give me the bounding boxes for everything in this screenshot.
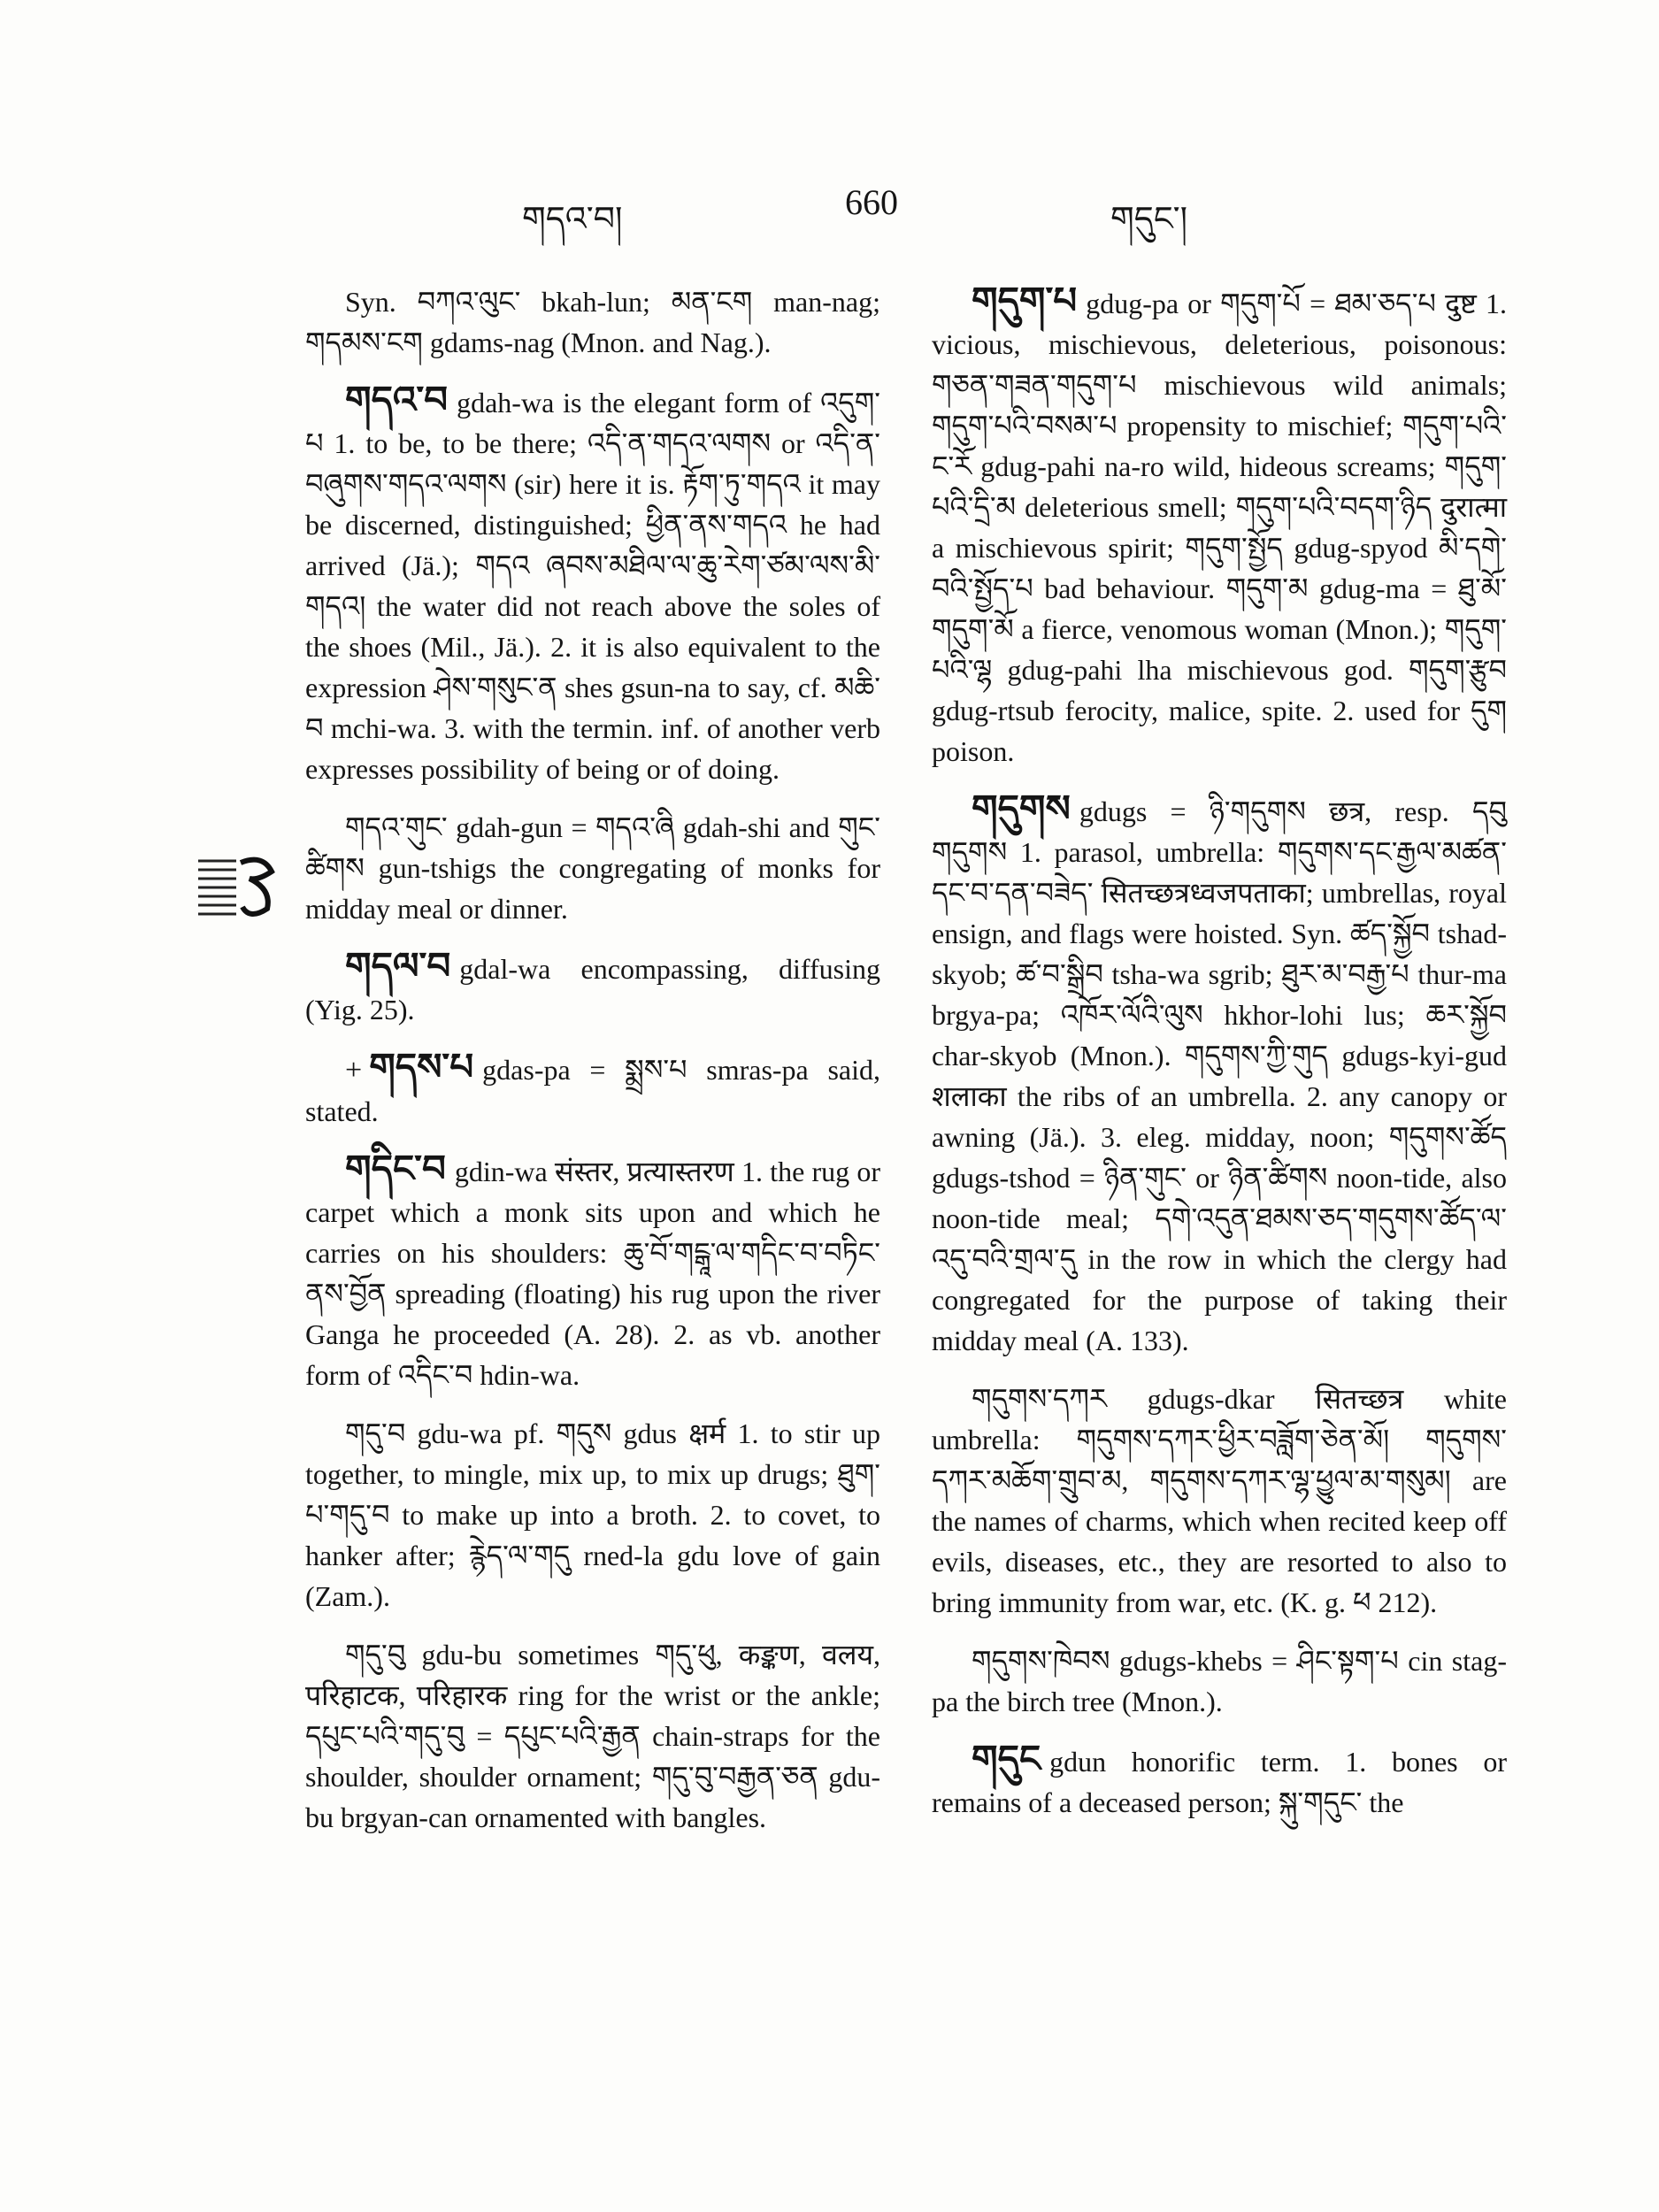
entry-text: Syn. བཀའ་ལུང་ bkah-lun; མན་ངག man-nag; གདམས་ངག gdams-nag (Mnon. and Nag.). <box>305 286 880 358</box>
entry-text: གདའ་གུང་ gdah-gun = གདའ་ཞི gdah-shi and གུང་ཚིགས gun-tshigs the congregating of monks for midday meal or dinner. <box>305 811 880 925</box>
entry-text: གདུགས་དཀར gdugs-dkar सितच्छत्र white umbrella: གདུགས་དཀར་ཕྱིར་བཟློག་ཅེན་མོ། གདུགས་དཀར་མཆོག་གྲུབ་མ, གདུགས་དཀར་ལྷ་ཕྱུལ་མ་གསུམ། are the names of charms, which when recited keep off evils, diseases, etc., they are resorted to also to bring immunity from war, etc. (K. g. ཕ 212). <box>932 1383 1507 1618</box>
entry-gdun <box>932 1740 1507 1823</box>
entry-gdugs-khebs <box>932 1640 1507 1722</box>
entry-text: གདུ་བ gdu-wa pf. གདུས gdus क्षर्म 1. to stir up together, to mingle, mix up, to mix up drugs; ཐུག་པ་གདུ་བ to make up into a broth. 2. to covet, to hanker after; རྙེད་ལ་གདུ rned-la gdu love of gain (Zam.). <box>305 1417 880 1612</box>
dagger-mark: + <box>345 1054 363 1087</box>
entry-gdal-wa <box>305 947 880 1030</box>
left-column <box>305 281 880 1855</box>
entry-text: gdah-wa is the elegant form of འདུག་པ 1. to be, to be there; འདི་ན་གདའ་ལགས or འདི་ན་བཞུགས་གདའ་ལགས (sir) here it is. རྟོག་ཏུ་གདའ it may be discerned, distinguished; ཕྱིན་ནས་གདའ he had arrived (Jä.); གདའ ཞབས་མཐིལ་ལ་ཆུ་རེག་ཙམ་ལས་མི་གདའ། the water did not reach above the soles of the shoes (Mil., Jä.). 2. it is also equivalent to the expression ཤེས་གསུང་ན shes gsun-na to say, cf. མཆི་བ mchi-wa. 3. with the termin. inf. of another verb expresses possibility of being or of doing. <box>305 387 880 785</box>
entry-text: གདུགས་ཁེབས gdugs-khebs = ཤིང་སྟག་པ cin stag-pa the birch tree (Mnon.). <box>932 1645 1507 1717</box>
entry-gdas-pa <box>305 1048 880 1132</box>
entry-gdu-bu <box>305 1634 880 1838</box>
entry-text: gdugs = ཉི་གདུགས छत्र, resp. དབུ གདུགས 1. parasol, umbrella: གདུགས་དང་རྒྱལ་མཚན་དང་བ་དན་བཟེད་ सितच्छत्रध्वजपताका; umbrellas, royal ensign, and flags were hoisted. Syn. ཚད་སྐྱོབ tshad-skyob; ཚ་བ་སྒྲིབ tsha-wa sgrib; ཐུར་མ་བརྒྱ་པ thur-ma brgya-pa; འཁོར་ལོའི་ལུས hkhor-lohi lus; ཆར་སྐྱོབ char-skyob (Mnon.). གདུགས་ཀྱི་གུད gdugs-kyi-gud शलाका the ribs of an umbrella. 2. any canopy or awning (Jä.). 3. eleg. midday, noon; གདུགས་ཚོད gdugs-tshod = ཉིན་གུང་ or ཉིན་ཚིགས noon-tide, also noon-tide meal; དགེ་འདུན་ཐམས་ཅད་གདུགས་ཚོད་ལ་འདུ་བའི་གྲལ་དུ in the row in which the clergy had congregated for the purpose of taking their midday meal (A. 133). <box>932 795 1507 1356</box>
entry-text: gdug-pa or གདུག་པོ = ཐམ་ཅད་པ दुष्ट 1. vicious, mischievous, deleterious, poisonous: གཅན་གཟན་གདུག་པ mischievous wild animals; གདུག་པའི་བསམ་པ propensity to mischief; གདུག་པའི་ང་རོ gdug-pahi na-ro wild, hideous screams; གདུག་པའི་དྲི་མ deleterious smell; གདུག་པའི་བདག་ཉིད दुरात्मा a mischievous spirit; གདུག་སྤྱོད gdug-spyod མི་དགེ་བའི་སྤྱོད་པ bad behaviour. གདུག་མ gdug-ma = ཐུ་མོ་ གདུག་མོ a fierce, venomous woman (Mnon.); གདུག་པའི་ལྷ gdug-pahi lha mischievous god. གདུག་རྩུབ gdug-rtsub ferocity, malice, spite. 2. used for དུག poison. <box>932 288 1507 767</box>
entry-gdin-wa <box>305 1149 880 1395</box>
headword: གདལ་བ <box>345 947 451 987</box>
entry-gdu-wa <box>305 1413 880 1617</box>
entry-syn <box>305 281 880 363</box>
entry-text: gdun honorific term. 1. bones or remains of a deceased person; སྐུ་གདུང་ the <box>932 1746 1507 1818</box>
headword: གདུགས <box>972 789 1071 830</box>
headword: གདའ་བ <box>345 380 449 421</box>
page-number: 660 <box>845 182 898 222</box>
right-column <box>932 281 1507 1840</box>
entry-text: gdal-wa encompassing, diffusing (Yig. 25). <box>305 953 880 1025</box>
entry-gdah-gun <box>305 807 880 929</box>
entry-text: gdas-pa = སྨྲས་པ smras-pa said, stated. <box>305 1054 880 1127</box>
headword: གདུག་པ <box>972 281 1078 322</box>
page-header <box>0 181 1659 252</box>
headword: གདས་པ <box>369 1048 474 1088</box>
entry-gdah-wa <box>305 380 880 789</box>
headword: གདུང <box>972 1740 1041 1780</box>
entry-text: gdin-wa संस्तर, प्रत्यास्तरण 1. the rug or carpet which a monk sits upon and which he carries on his shoulders: ཆུ་བོ་གངྒཱ་ལ་གདིང་བ་བཏིང་ནས་བྱོན spreading (floating) his rug upon the river Ganga he proceeded (A. 28). 2. as vb. another form of འདིང་བ hdin-wa. <box>305 1156 880 1391</box>
entry-text: གདུ་བུ gdu-bu sometimes གདུ་ཕུ, कङ्कण, वलय, परिहाटक, परिहारक ring for the wrist or the ankle; དཔུང་པའི་གདུ་བུ = དཔུང་པའི་རྒྱན chain-straps for the shoulder, shoulder ornament; གདུ་བུ་བརྒྱན་ཅན gdu-bu brgyan-can ornamented with bangles. <box>305 1639 880 1833</box>
entry-gdugs <box>932 789 1507 1361</box>
margin-ornament-icon <box>196 854 285 925</box>
running-head-right: གདུང་། <box>1110 199 1188 238</box>
entry-gdug-pa <box>932 281 1507 772</box>
headword: གདིང་བ <box>345 1149 446 1190</box>
running-head-left: གདའ་བ། <box>522 199 623 238</box>
entry-gdugs-dkar <box>932 1379 1507 1623</box>
